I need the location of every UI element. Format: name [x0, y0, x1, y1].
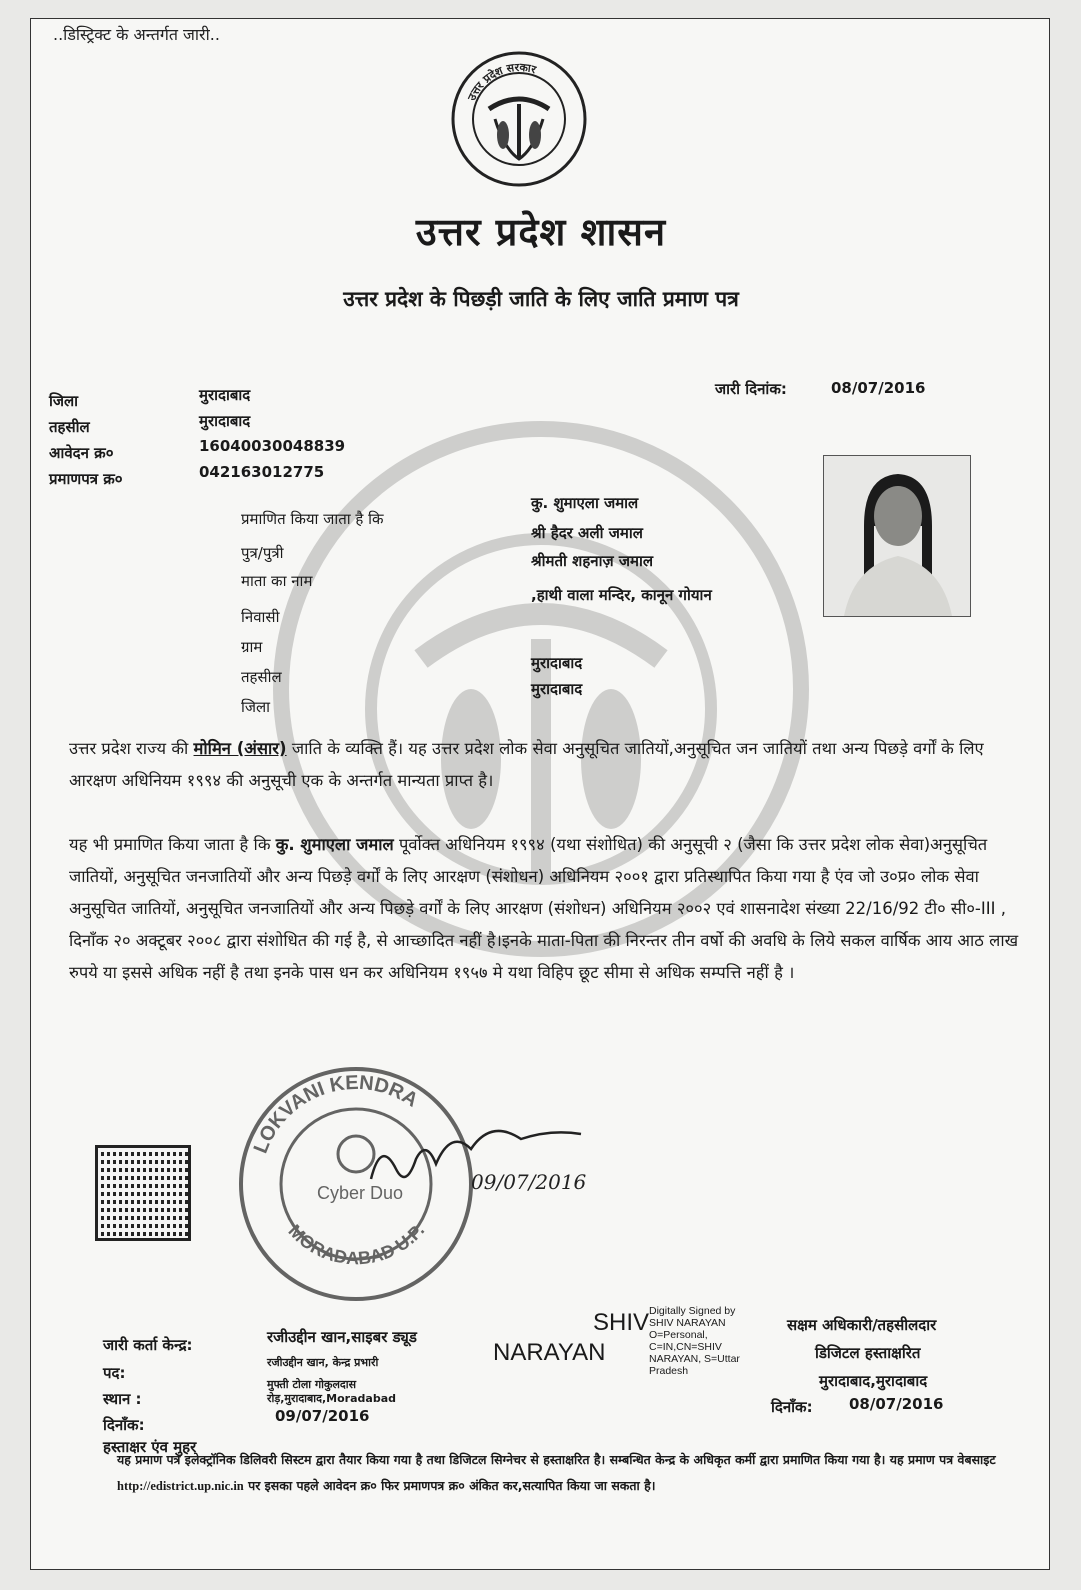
competent-officer: सक्षम अधिकारी/तहसीलदार	[787, 1316, 937, 1334]
digital-sig-line: C=IN,CN=SHIV	[649, 1341, 722, 1353]
caste-name: मोमिन (अंसार)	[193, 739, 287, 758]
resident-label: निवासी	[241, 608, 280, 626]
certificate-subtitle: उत्तर प्रदेश के पिछड़ी जाति के लिए जाति प्रमाण पत्र	[343, 287, 739, 311]
creamy-layer-paragraph	[69, 829, 1019, 989]
verification-note	[117, 1447, 1017, 1499]
page-title: उत्तर प्रदेश शासन	[415, 210, 667, 254]
digital-signature-details	[649, 1305, 740, 1377]
verification-note-start: यह प्रमाण पत्र इलेक्ट्रॉनिक डिलिवरी सिस्टम द्वारा तैयार किया गया है तथा डिजिटल सिग्नेचर से हस्ताक्षरित है। सम्बन्धित केन्द्र के अधिकृत कर्मी द्वारा प्रमाणित किया गया है। यह प्रमाण पत्र वेबसाइट	[117, 1452, 996, 1467]
digital-signer-first-name: SHIV	[592, 1309, 649, 1336]
tehsil-label: तहसील	[49, 418, 90, 436]
digitally-signed-label: डिजिटल हस्ताक्षरित	[815, 1344, 921, 1362]
son-daughter-label: पुत्र/पुत्री	[241, 544, 284, 562]
certificate-sheet	[30, 18, 1050, 1570]
place-value-line1: मुफ्ती टोला गोकुलदास	[267, 1378, 357, 1391]
application-number-value: 16040030048839	[199, 437, 346, 455]
right-date-value: 08/07/2016	[849, 1395, 944, 1413]
stamp-inner-text: Cyber Duo	[317, 1183, 404, 1203]
detail-district-label: जिला	[241, 698, 271, 716]
svg-text:उत्तर प्रदेश सरकार	[465, 61, 538, 104]
digital-sig-line: NARAYAN, S=Uttar	[649, 1353, 740, 1365]
issue-date-value: 08/07/2016	[831, 379, 926, 397]
edistrict-url[interactable]: http://edistrict.up.nic.in	[117, 1479, 244, 1493]
up-government-emblem	[449, 49, 589, 189]
stamp-bottom-text: MORADABAD U.P.	[284, 1220, 429, 1269]
father-name: श्री हैदर अली जमाल	[531, 524, 643, 542]
right-date-label: दिनाँक:	[771, 1398, 813, 1416]
top-note: ..डिस्ट्रिक्ट के अन्तर्गत जारी..	[53, 25, 220, 44]
creamy-paragraph-name: कु. शुमाएला जमाल	[275, 835, 394, 854]
post-value: रजीउद्दीन खान, केन्द्र प्रभारी	[267, 1356, 379, 1369]
caste-paragraph-end: जाति के व्यक्ति हैं। यह उत्तर प्रदेश लोक सेवा अनुसूचित जातियों,अनुसूचित जन जातियों तथा अन्य पिछड़े वर्गों के लिए आरक्षण अधिनियम १९९४ की अनुसूची एक के अन्तर्गत मान्यता प्राप्त है।	[69, 739, 984, 790]
left-date-label: दिनाँक:	[103, 1416, 145, 1434]
detail-district-value: मुरादाबाद	[531, 680, 583, 698]
handwritten-signature	[361, 1109, 591, 1199]
svg-text:MORADABAD U.P.	[284, 1220, 428, 1268]
mother-label: माता का नाम	[241, 572, 313, 590]
detail-tehsil-value: मुरादाबाद	[531, 654, 583, 672]
issue-date-label: जारी दिनांक:	[715, 380, 787, 398]
resident-address: ,हाथी वाला मन्दिर, कानून गोयान	[531, 586, 712, 604]
district-label: जिला	[49, 392, 79, 410]
signature-and-seal-label: हस्ताक्षर एंव मुहर	[103, 1438, 197, 1456]
applicant-photo-image	[824, 456, 970, 616]
village-label: ग्राम	[241, 638, 263, 656]
caste-paragraph	[69, 733, 1019, 797]
detail-tehsil-label: तहसील	[241, 668, 282, 686]
left-date-value: 09/07/2016	[275, 1407, 370, 1425]
mother-name: श्रीमती शहनाज़ जमाल	[531, 552, 654, 570]
place-label: स्थान :	[103, 1390, 142, 1408]
certified-label: प्रमाणित किया जाता है कि	[241, 510, 384, 528]
emblem-text: उत्तर प्रदेश सरकार	[465, 60, 538, 103]
post-label: पद:	[103, 1364, 126, 1382]
certificate-number-value: 042163012775	[199, 463, 325, 481]
tehsil-value: मुरादाबाद	[199, 412, 251, 430]
digital-signer-last-name: NARAYAN	[493, 1339, 606, 1366]
digital-sig-line: Digitally Signed by	[649, 1305, 736, 1317]
issuing-center-label: जारी कर्ता केन्द्र:	[103, 1336, 193, 1354]
creamy-paragraph-start: यह भी प्रमाणित किया जाता है कि	[69, 835, 276, 854]
signature-date: 09/07/2016	[471, 1170, 587, 1194]
digital-sig-line: Pradesh	[649, 1365, 689, 1377]
certificate-number-label: प्रमाणपत्र क्र०	[49, 470, 123, 488]
applicant-name: कु. शुमाएला जमाल	[531, 494, 639, 512]
officer-place: मुरादाबाद,मुरादाबाद	[819, 1372, 928, 1390]
digital-sig-line: SHIV NARAYAN	[649, 1317, 726, 1329]
stamp-outer-text: LOKVANI KENDRA	[249, 1071, 422, 1157]
digital-sig-line: O=Personal,	[649, 1329, 708, 1341]
issuing-center-value: रजीउद्दीन खान,साइबर ड्यूड	[267, 1328, 417, 1346]
applicant-photo	[823, 455, 971, 617]
creamy-paragraph-end: पूर्वोक्त अधिनियम १९९४ (यथा संशोधित) की अनुसूची २ (जैसा कि उत्तर प्रदेश लोक सेवा)अनुसूचित जातियों, अनुसूचित जनजातियों और अन्य पिछड़े वर्गों के लिए आरक्षण (संशोधन) अधिनियम २००१ द्वारा प्रतिस्थापित किया गया है एंव जो उ०प्र० लोक सेवा अनुसूचित जातियों, अनुसूचित जनजातियों और अन्य पिछड़े वर्गों के लिए आरक्षण (संशोधन) अधिनियम २००२ एवं शासनादेश संख्या 22/16/92 टी० सी०-III , दिनाँक २० अक्टूबर २००८ द्वारा संशोधित की गई है, से आच्छादित नहीं है।इनके माता-पिता की निरन्तर तीन वर्षो की अवधि के लिये सकल वार्षिक आय आठ लाख रुपये या इससे अधिक नहीं है तथा इनके पास धन कर अधिनियम १९५७ मे यथा विहिप छूट सीमा से अधिक सम्पत्ति नहीं है ।	[69, 835, 1019, 982]
district-value: मुरादाबाद	[199, 386, 251, 404]
verification-note-end: पर इसका पहले आवेदन क्र० फिर प्रमाणपत्र क्र० अंकित कर,सत्यापित किया जा सकता है।	[243, 1478, 656, 1493]
qr-code	[95, 1145, 191, 1241]
caste-paragraph-start: उत्तर प्रदेश राज्य की	[69, 739, 194, 758]
application-number-label: आवेदन क्र०	[49, 444, 114, 462]
place-value-line2: रोड़,मुरादाबाद,Moradabad	[267, 1392, 396, 1405]
